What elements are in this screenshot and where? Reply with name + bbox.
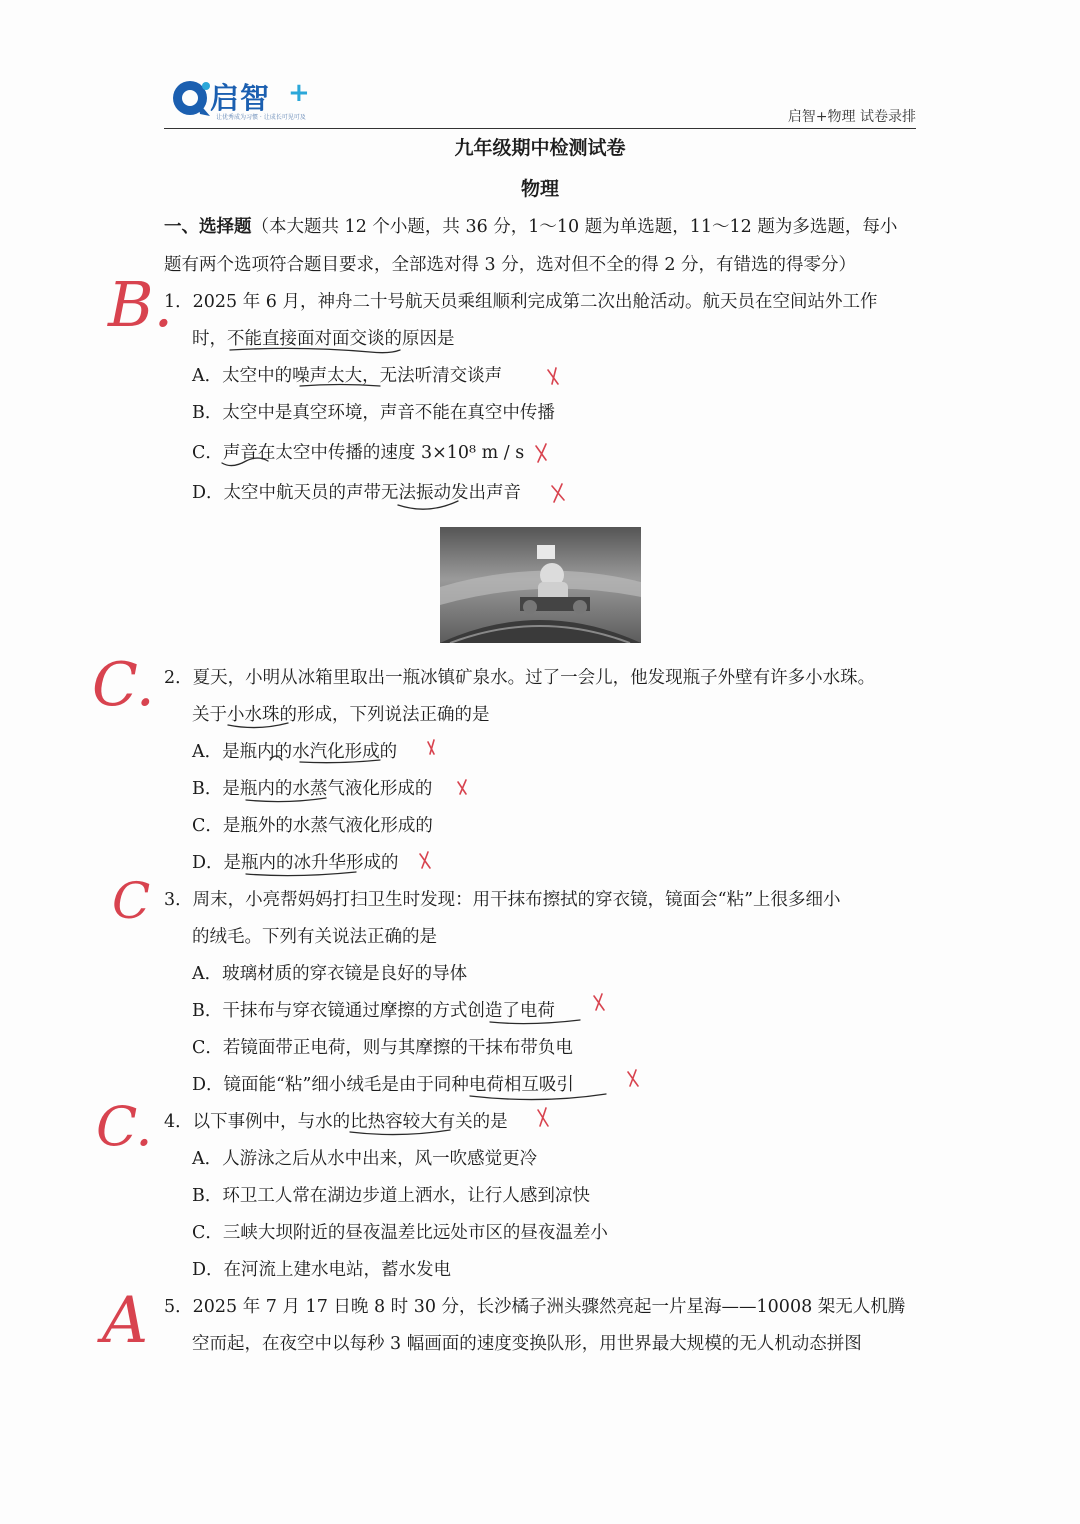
question-1-line2: 时，不能直接面对面交谈的原因是 bbox=[192, 329, 455, 349]
question-3-line1: 3．周末，小亮帮妈妈打扫卫生时发现：用干抹布擦拭的穿衣镜，镜面会“粘”上很多细小 bbox=[164, 890, 841, 910]
cross-mark-q3-b bbox=[594, 994, 604, 1010]
astronaut-spacewalk-photo bbox=[440, 527, 641, 643]
question-5-line1: 5．2025 年 7 月 17 日晚 8 时 30 分，长沙橘子洲头骤然亮起一片星海——10008 架无人机腾 bbox=[164, 1297, 906, 1317]
question-1-line1: 1．2025 年 6 月，神舟二十号航天员乘组顺利完成第二次出舱活动。航天员在空间站外工作 bbox=[164, 292, 878, 312]
section-heading-line bbox=[164, 215, 897, 239]
header-divider bbox=[164, 128, 916, 129]
section-heading: 一、选择题 bbox=[164, 217, 252, 237]
question-4-option-c: C．三峡大坝附近的昼夜温差比远处市区的昼夜温差小 bbox=[192, 1223, 608, 1243]
question-4-option-a: A．人游泳之后从水中出来，风一吹感觉更冷 bbox=[192, 1149, 538, 1169]
question-4-option-d: D．在河流上建水电站，蓄水发电 bbox=[192, 1260, 452, 1280]
question-3-option-b: B．干抹布与穿衣镜通过摩擦的方式创造了电荷 bbox=[192, 1001, 555, 1021]
question-4-line1: 4．以下事例中，与水的比热容较大有关的是 bbox=[164, 1112, 508, 1132]
question-1-option-d: D．太空中航天员的声带无法振动发出声音 bbox=[192, 483, 522, 503]
cross-mark-q2-d bbox=[420, 852, 430, 868]
grade-mark-q1: B. bbox=[108, 268, 174, 341]
question-3-option-a: A．玻璃材质的穿衣镜是良好的导体 bbox=[192, 964, 468, 984]
question-3-line2: 的绒毛。下列有关说法正确的是 bbox=[192, 927, 437, 947]
logo-plus: + bbox=[288, 78, 310, 108]
section-desc-line2: 题有两个选项符合题目要求，全部选对得 3 分，选对但不全的得 2 分，有错选的得零分） bbox=[164, 255, 857, 275]
question-2-option-c: C．是瓶外的水蒸气液化形成的 bbox=[192, 816, 433, 836]
question-2-line2: 关于小水珠的形成，下列说法正确的是 bbox=[192, 705, 490, 725]
cross-mark-q1-c bbox=[536, 444, 546, 462]
question-2-option-d: D．是瓶内的冰升华形成的 bbox=[192, 853, 399, 873]
section-desc-line1: （本大题共 12 个小题，共 36 分，1～10 题为单选题，11～12 题为多选题，每小 bbox=[251, 217, 898, 237]
cross-mark-q1-a bbox=[548, 368, 558, 384]
cross-mark-q2-b bbox=[458, 780, 466, 794]
question-2-line1: 2．夏天，小明从冰箱里取出一瓶冰镇矿泉水。过了一会儿，他发现瓶子外壁有许多小水珠。 bbox=[164, 668, 876, 688]
grade-mark-q3: C bbox=[112, 872, 151, 930]
grade-mark-q2: C. bbox=[92, 650, 155, 720]
question-3-option-c: C．若镜面带正电荷，则与其摩擦的干抹布带负电 bbox=[192, 1038, 573, 1058]
grade-mark-q5: A bbox=[102, 1284, 149, 1358]
question-1-option-b: B．太空中是真空环境，声音不能在真空中传播 bbox=[192, 403, 555, 423]
grade-mark-q4: C. bbox=[96, 1095, 153, 1158]
question-5-line2: 空而起，在夜空中以每秒 3 幅画面的速度变换队形，用世界最大规模的无人机动态拼图 bbox=[192, 1334, 862, 1354]
question-2-option-b: B．是瓶内的水蒸气液化形成的 bbox=[192, 779, 433, 799]
logo-mark-icon bbox=[170, 78, 214, 118]
logo-slogan: 让优秀成为习惯 · 让成长可见可及 bbox=[216, 114, 306, 121]
question-3-option-d: D．镜面能“粘”细小绒毛是由于同种电荷相互吸引 bbox=[192, 1075, 574, 1095]
question-1-option-c: C．声音在太空中传播的速度 3×10⁸ m / s bbox=[192, 443, 525, 463]
header-right-text: 启智+物理 试卷录排 bbox=[787, 109, 916, 125]
exam-subject: 物理 bbox=[520, 178, 559, 200]
brand-logo bbox=[170, 76, 320, 124]
cross-mark-q4 bbox=[538, 1108, 548, 1126]
question-4-option-b: B．环卫工人常在湖边步道上洒水，让行人感到凉快 bbox=[192, 1186, 590, 1206]
cross-mark-q2-a bbox=[428, 740, 434, 754]
cross-mark-q3-d bbox=[628, 1070, 638, 1086]
question-2-option-a: A．是瓶内的水汽化形成的 bbox=[192, 742, 398, 762]
cross-mark-q1-d bbox=[552, 484, 564, 502]
question-1-option-a: A．太空中的噪声太大，无法听清交谈声 bbox=[192, 366, 503, 386]
logo-name: 启智 bbox=[210, 81, 271, 115]
exam-title: 九年级期中检测试卷 bbox=[454, 137, 626, 159]
